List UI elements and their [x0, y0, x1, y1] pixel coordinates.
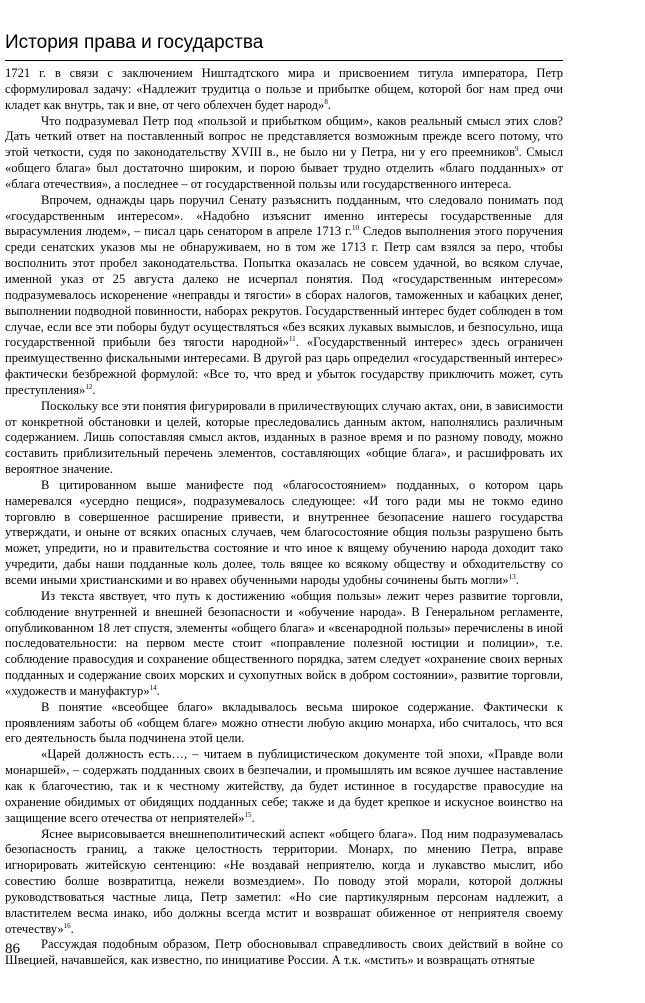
footnote-ref: 14 [149, 683, 157, 692]
paragraph-text: Из текста явствует, что путь к достижению «общия пользы» лежит через развитие торговли, соблюдение внутренней и внешней безопасности и «обучение народа». В Генеральном регламенте, опубликованном 18 лет спустя, элементы «общего блага» и «всенародной пользы» перечислены в иной последовательности: на первом месте стоит «поправление полезной юстиции и полиции», т.е. соблюдение правосудия и сохранение общественного порядка, затем следует «охранение своих верных подданных и содержание своих морских и сухопутных войск в добром состоянии», развитие торговли, «художеств и мануфактур» [5, 588, 563, 698]
paragraph-text: В понятие «всеобщее благо» вкладывалось весьма широкое содержание. Фактически к проявлениям заботы об «общем благе» можно отнести любую акцию монарха, ибо считалось, что вся его деятельность была подчинена этой цели. [5, 699, 563, 746]
paragraph [5, 827, 563, 938]
paragraph-text: . «Государственный интерес» здесь ограничен преимущественно фискальными интересами. В другой раз царь определил «государственный интерес» фактически безбрежной формулой: «Все то, что вред и убыток государству приключить может, суть преступления» [5, 335, 563, 397]
paragraph [5, 114, 563, 193]
footnote-ref: 13 [508, 573, 516, 581]
paragraph-text: В цитированном выше манифесте под «благосостоянием» подданных, о котором царь намеревался «усердно пещися», подразумевалось следующее: «И того ради мы не токмо едино торговлю в совершенное расширение привести, и внутреннее безопасение нашего государства утверждати, и оныне от всяких опасных случаев, чем благосостояние общия пользы разрушено быть может, упредити, но и правительства состояние и что иное к вящему обучению народа доходит тако учредити, дабы наши подданные коль долее, толь вящее ко всякому обществу и обходительству со всеми иными христианскими и во нравех обученными народы удобны сочинены быть могли» [5, 477, 563, 587]
paragraph-text: Поскольку все эти понятия фигурировали в приличествующих случаю актах, они, в зависимости от конкретной обстановки и целей, которые преследовались данным актом, наполнялись различным содержанием. Лишь сопоставляя смысл актов, изданных в разное время и по разному поводу, можно составить приблизительный перечень элементов, составляющих «общие блага», и расшифровать их вероятное значение. [5, 398, 563, 477]
paragraph-text: 1721 г. в связи с заключением Ништадтского мира и присвоением титула императора, Петр сформулировал задачу: «Надлежит трудитца о пользе и прибытке общем, которой бог нам пред очи кладет как внутрь, так и вне, от чего облехчен будет народ» [5, 66, 563, 112]
document-page [5, 0, 563, 1003]
paragraph-text: . [327, 97, 331, 112]
paragraph [5, 747, 563, 826]
paragraph [5, 66, 563, 114]
paragraph [5, 478, 563, 589]
paragraph [5, 700, 563, 748]
paragraph-text: . Смысл «общего блага» был достаточно широким, и порою бывает трудно отделить «благо подданных» от «блага отечествия», а последнее – от государственной пользы или государственного интереса. [5, 145, 563, 191]
body-text [5, 66, 563, 969]
paragraph-text: . [70, 921, 74, 936]
paragraph-text: «Царей должность есть…, – читаем в публицистическом документе той эпохи, «Правде воли монаршей», – содержать подданных своих в безпечалии, и промышлять им всякое лучшее наставление как к благочестию, так и к честному житейству, да будет истинное в государстве правосудие на охранение обидимых от обидящих подданных себе; также и да будет крепкое и искусное воинство на защищение всего отечества от неприятелей» [5, 747, 563, 825]
paragraph-text: . [515, 573, 519, 587]
paragraph [5, 399, 563, 478]
paragraph-text: Что подразумевал Петр под «пользой и прибытком общим», каков реальный смысл этих слов? Дать четкий ответ на поставленный вопрос не представляется возможным прежде всего потому, что этой четкости, судя по законодательству XVIII в., не было ни у Петра, ни у его преемников [5, 113, 563, 160]
paragraph-text: . [251, 810, 255, 825]
paragraph-text: . [156, 683, 160, 698]
paragraph-text: . [92, 382, 96, 397]
running-header: История права и государства [5, 30, 563, 61]
paragraph [5, 937, 563, 969]
paragraph [5, 193, 563, 399]
paragraph-text: Впрочем, однажды царь поручил Сенату разъяснить подданным, что следовало понимать под «государственным интересом». «Надобно изъяснит именно интересы государственные для вырасумления людем», – писал царь сенатором в апреле 1713 г. [5, 192, 563, 239]
footnote-ref: 9 [515, 145, 519, 154]
footnote-ref: 15 [244, 810, 252, 819]
footnote-ref: 16 [63, 921, 71, 930]
paragraph-text: Рассуждая подобным образом, Петр обосновывал справедливость своих действий в войне со Швецией, начавшейся, как известно, по инициативе России. А т.к. «мстить» и возвращать отнятые [5, 937, 563, 968]
paragraph-text: Следов выполнения этого поручения среди сенатских указов мы не обнаруживаем, но в том же 1713 г. Петр сам взялся за перо, чтобы восполнить этот пробел законодательства. Попытка оказалась не совсем удачной, во всяком случае, именной указ от 25 августа далеко не исчерпал понятия. Под «государственным интересом» подразумевалось искоренение «неправды и тягости» в сборах налогов, таможенных и кабацких денег, выполнении подводной повинности, наборах рекрутов. Государственный интерес будет соблюден в том случае, если все эти поборы будут осуществляться «без всяких лукавых вымыслов, и безпосульно, ища государственной прибыли без тягости народной» [5, 224, 563, 350]
footnote-ref: 8 [324, 97, 328, 106]
footnote-ref: 10 [351, 224, 359, 233]
footnote-ref: 12 [85, 382, 93, 391]
paragraph [5, 589, 563, 700]
page-number: 86 [5, 941, 20, 957]
footnote-ref: 11 [288, 335, 296, 344]
paragraph-text: Яснее вырисовывается внешнеполитический аспект «общего блага». Под ним подразумевалась безопасность границ, а также целостность территории. Монарх, по мнению Петра, вправе игнорировать житейскую сентенцию: «Не воздавай неприятелю, когда и лукавство мыслит, ибо совестию болше возвратитца, нежели возмездием». По поводу этой морали, которой должны руководствоваться частные лица, Петр заметил: «Но сие партикулярным персонам надлежит, а властителем весма инако, ибо должны всегда мстит и возврашат обиженное от неприятеля своему отечеству» [5, 826, 563, 936]
